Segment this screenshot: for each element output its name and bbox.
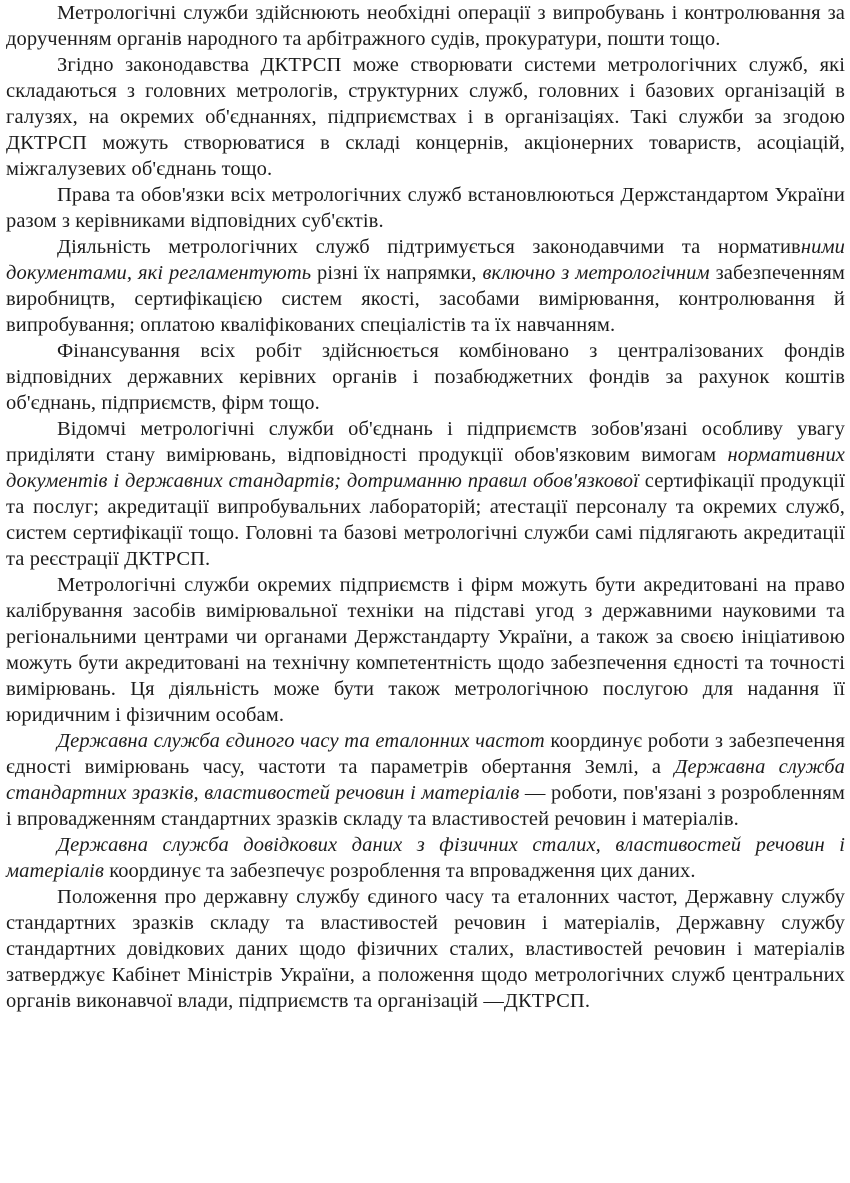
text-segment: Метрологічні служби здійснюють необхідні операції з випробувань і контролювання за дорученням органів народного та арбітражного судів, прокуратури, пошти тощо. (6, 1, 845, 50)
italic-text-segment: Державна служба довідкових даних з фізичних сталих, властивостей речовин і матеріалів (6, 833, 845, 882)
italic-text-segment: включно з метрологічним (482, 261, 710, 284)
text-segment: Права та обов'язки всіх метрологічних служб встановлюються Держстандартом України разом з керівниками відповідних суб'єктів. (6, 183, 845, 232)
document-body (6, 0, 845, 1014)
italic-text-segment: нормативних документів і державних стандартів; дотриманню правил обов'язкової (6, 443, 845, 492)
text-segment: сертифікації продукції та послуг; акредитації випробувальних лабораторій; атестації персоналу та окремих служб, систем сертифікації тощо. Головні та базові метрологічні служби самі підлягають акредитації та реєстрації ДКТРСП. (6, 469, 845, 570)
paragraph (6, 338, 845, 416)
paragraph (6, 572, 845, 728)
text-segment: координує та забезпечує розроблення та впровадження цих даних. (103, 859, 696, 882)
text-segment: різні їх напрямки, (311, 261, 483, 284)
italic-text-segment: Державна служба єдиного часу та еталонних частот (57, 729, 545, 752)
paragraph (6, 52, 845, 182)
text-segment: забезпеченням виробництв, сертифікацією систем якості, засобами вимірювання, контролювання й випробування; оплатою кваліфікованих спеціалістів та їх навчанням. (6, 261, 845, 336)
paragraph (6, 182, 845, 234)
text-segment: Діяльність метрологічних служб підтримується законодавчими та норматив (57, 235, 801, 258)
italic-text-segment: ними документами, (6, 235, 845, 284)
paragraph (6, 0, 845, 52)
text-segment: Метрологічні служби окремих підприємств і фірм можуть бути акредитовані на право калібрування засобів вимірювальної техніки на підставі угод з державними науковими та регіональними центрами чи органами Держстандарту України, а також за своєю ініціативою можуть бути акредитовані на технічну компетентність щодо забезпечення єдності та точності вимірювань. Ця діяльність може бути також метрологічною послугою для надання її юридичним і фізичним особам. (6, 573, 845, 726)
paragraph (6, 234, 845, 338)
text-segment: координує роботи з забезпечення єдності вимірювань часу, частоти та параметрів обертання Землі, а (6, 729, 845, 778)
text-segment: — роботи, пов'язані з розробленням і впровадженням стандартних зразків складу та властивостей речовин і матеріалів. (6, 781, 845, 830)
paragraph (6, 832, 845, 884)
paragraph (6, 884, 845, 1014)
text-segment: Згідно законодавства ДКТРСП може створювати системи метрологічних служб, які складаються з головних метрологів, структурних служб, головних і базових організацій в галузях, на окремих об'єднаннях, підприємствах і в організаціях. Такі служби за згодою ДКТРСП можуть створюватися в складі концернів, акціонерних товариств, асоціацій, міжгалузевих об'єднань тощо. (6, 53, 845, 180)
text-segment: Фінансування всіх робіт здійснюється комбіновано з централізованих фондів відповідних державних керівних органів і позабюджетних фондів за рахунок коштів об'єднань, підприємств, фірм тощо. (6, 339, 845, 414)
paragraph (6, 416, 845, 572)
text-segment: Положення про державну службу єдиного часу та еталонних частот, Державну службу стандартних зразків складу та властивостей речовин і матеріалів, Державну службу стандартних довідкових даних щодо фізичних сталих, властивостей речовин і матеріалів затверджує Кабінет Міністрів України, а положення щодо метрологічних служб центральних органів виконавчої влади, підприємств та організацій —ДКТРСП. (6, 885, 845, 1012)
italic-text-segment: Державна служба стандартних зразків, властивостей речовин і матеріалів (6, 755, 845, 804)
paragraph (6, 728, 845, 832)
italic-text-segment: які регламентують (138, 261, 312, 284)
text-segment: Відомчі метрологічні служби об'єднань і підприємств зобов'язані особливу увагу приділяти стану вимірювань, відповідності продукції обов'язковим вимогам (6, 417, 845, 466)
